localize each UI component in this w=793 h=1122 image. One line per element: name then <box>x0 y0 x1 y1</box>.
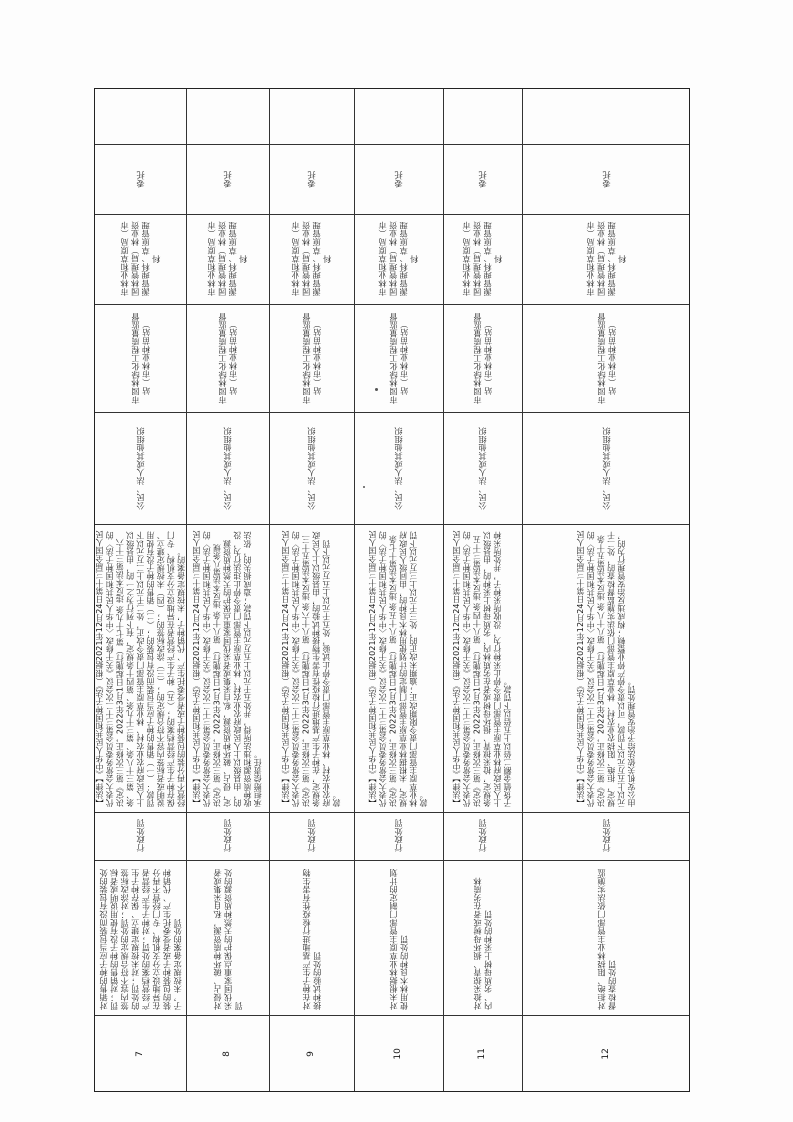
table-cell <box>189 308 266 408</box>
implementing-agency: 市园林绿化工程质量监督站（市林业种苗站） <box>387 312 409 404</box>
table-cell <box>272 816 351 856</box>
table-cell <box>525 528 688 808</box>
table-cell <box>357 308 440 408</box>
table-cell <box>446 218 519 300</box>
row-number: 11 <box>477 1048 488 1060</box>
column-divider <box>95 524 689 525</box>
delegation-mode: 委托 <box>393 170 404 188</box>
item-name: 对侵占、破坏种质资源，私自采集或者采伐国家重点保护的天然种质资源的处罚 <box>211 868 243 1010</box>
responsible-office: 市林业和草原局（市园林管理局）林业资源管理科、草原管理科 <box>461 221 504 297</box>
table-cell <box>98 416 183 520</box>
table-cell <box>446 93 519 140</box>
row-number: 12 <box>601 1048 612 1060</box>
column-divider <box>95 860 689 861</box>
table-cell <box>272 1019 351 1089</box>
row-number: 7 <box>135 1051 146 1057</box>
column-divider <box>95 144 689 145</box>
implementing-agency: 市园林绿化工程质量监督站（市林业种苗站） <box>129 312 151 404</box>
column-divider <box>95 812 689 813</box>
authority-list-table <box>94 88 690 1092</box>
delegation-mode: 委托 <box>601 170 612 188</box>
table-cell <box>525 308 688 408</box>
table-cell <box>357 416 440 520</box>
item-name: 对拒绝、阻挠林业主管部门依法实施监督检查的处罚 <box>595 868 617 1010</box>
table-cell <box>272 864 351 1011</box>
table-cell <box>357 218 440 300</box>
row-number: 8 <box>222 1051 233 1057</box>
item-category: 行政处罚 <box>135 819 146 853</box>
enforcement-object: 公民、法人或其他组织 <box>306 426 317 510</box>
implementing-agency: 市园林绿化工程质量监督站（市林业种苗站） <box>595 312 617 404</box>
table-cell <box>272 93 351 140</box>
responsible-office: 市林业和草原局（市园林管理局）林业资源管理科、草原管理科 <box>206 221 249 297</box>
table-cell <box>189 528 266 808</box>
delegation-mode: 委托 <box>135 170 146 188</box>
item-category: 行政处罚 <box>393 819 404 853</box>
table-cell <box>98 218 183 300</box>
table-cell <box>98 864 183 1011</box>
legal-basis: 【法律】《中华人民共和国种子法》（根据2021年12月24日第十三届全国人民代表大会常务委员会第三十二次会议《关于修改〈中华人民共和国种子法〉的决定》第三次修正，2022年3月1日起施行） 第八十五条 违反本法第十七条规定，未根据林业草原主管部门制定的计划使用林木良种的，由同级人民政府林业草原主管部门责令限期改正；逾期未改正的，处三千元以上三万元以下罚款。 <box>367 530 428 807</box>
legal-basis: 【法律】《中华人民共和国种子法》（根据2021年12月24日第十三届全国人民代表大会常务委员会第三十二次会议《关于修改〈中华人民共和国种子法〉的决定》第三次修正，2022年3月1日起施行） 第八十四条 违反本法第三十五条规定，抢采掠青、损坏母树或者在劣质林内、劣质母树上采种的，由县级以上人民政府林业草原主管部门责令停止采种行为，没收所采种子，并处所采种子货值金额二倍以上五倍以下罚款。 <box>451 530 512 807</box>
row-number: 10 <box>393 1048 404 1060</box>
table-cell <box>98 1019 183 1089</box>
table-cell <box>446 308 519 408</box>
item-name: 对销售的种子应当包装而没有包装的处罚；对销售的种子没有使用说明或者标签内容不符合规定的处罚；对涂改标签的处罚；对未按规定建立、保存种子生产经营档案的处罚；对种子生产经营者在异地设立分支机构、专门经营不再分装的包装种子或者受委托生产、代销种子，未按规定备案的处罚 <box>98 868 183 1010</box>
column-divider <box>95 214 689 215</box>
enforcement-object: 公民、法人或其他组织 <box>477 426 488 510</box>
column-divider <box>95 1015 689 1016</box>
item-category: 行政处罚 <box>222 819 233 853</box>
table-cell <box>446 864 519 1011</box>
table-cell <box>357 816 440 856</box>
enforcement-object: 公民、法人或其他组织 <box>601 426 612 510</box>
row-number: 9 <box>306 1051 317 1057</box>
table-cell <box>189 864 266 1011</box>
table-cell <box>446 1019 519 1089</box>
column-divider <box>95 412 689 413</box>
table-cell <box>98 93 183 140</box>
table-cell <box>357 864 440 1011</box>
table-cell <box>525 218 688 300</box>
table-cell <box>525 816 688 856</box>
implementing-agency: 市园林绿化工程质量监督站（市林业种苗站） <box>471 312 493 404</box>
table-cell <box>446 816 519 856</box>
table-cell <box>189 1019 266 1089</box>
table-cell <box>446 416 519 520</box>
table-cell <box>525 864 688 1011</box>
enforcement-object: 公民、法人或其他组织 <box>393 426 404 510</box>
responsible-office: 市林业和草原局（市园林管理局）林业资源管理科、草原管理科 <box>585 221 628 297</box>
table-cell <box>189 93 266 140</box>
table-cell <box>189 218 266 300</box>
delegation-mode: 委托 <box>477 170 488 188</box>
enforcement-object: 公民、法人或其他组织 <box>135 426 146 510</box>
table-cell <box>357 528 440 808</box>
delegation-mode: 委托 <box>222 170 233 188</box>
legal-basis: 【法律】《中华人民共和国种子法》（根据2021年12月24日第十三届全国人民代表大会常务委员会第三十二次会议《关于修改〈中华人民共和国种子法〉的决定》第三次修正，2022年3月1日起施行） 第八十条 违反本法第八条规定，侵占、破坏种质资源，私自采集或者采伐国家重点保护的天然种质资源的，由县级以上人民政府农业农村、林业草原主管部门责令停止违法行为，没收种质资源和违法所得，并处五千元以上五万元以下罚款；造成损失的，依法承担赔偿责任。 <box>191 530 262 807</box>
table-cell <box>189 416 266 520</box>
item-category: 行政处罚 <box>601 819 612 853</box>
table-cell <box>272 308 351 408</box>
responsible-office: 市林业和草原局（市园林管理局）林业资源管理科、草原管理科 <box>377 221 420 297</box>
item-category: 行政处罚 <box>477 819 488 853</box>
row-divider <box>522 89 523 1091</box>
row-divider <box>443 89 444 1091</box>
table-cell <box>525 148 688 210</box>
responsible-office: 市林业和草原局（市园林管理局）林业资源管理科、草原管理科 <box>290 221 333 297</box>
table-cell <box>94 528 186 808</box>
table-cell <box>272 148 351 210</box>
table-cell <box>189 816 266 856</box>
implementing-agency: 市园林绿化工程质量监督站（市林业种苗站） <box>300 312 322 404</box>
scan-speck <box>363 486 365 488</box>
table-cell <box>98 148 183 210</box>
table-cell <box>525 416 688 520</box>
table-cell <box>525 1019 688 1089</box>
item-name: 对抢采掠青、损坏母树或者在劣质林内、劣质母树上采种的处罚 <box>471 877 493 1010</box>
column-divider <box>95 304 689 305</box>
implementing-agency: 市园林绿化工程质量监督站（市林业种苗站） <box>216 312 238 404</box>
responsible-office: 市林业和草原局（市园林管理局）林业资源管理科、草原管理科 <box>119 221 162 297</box>
enforcement-object: 公民、法人或其他组织 <box>222 426 233 510</box>
item-category: 行政处罚 <box>306 819 317 853</box>
table-cell <box>272 416 351 520</box>
table-cell <box>272 218 351 300</box>
table-cell <box>189 148 266 210</box>
item-name: 对未根据林业草原主管部门制定的计划使用林木良种的处罚 <box>387 868 409 1010</box>
legal-basis: 【法律】《中华人民共和国种子法》（根据2021年12月24日第十三届全国人民代表大会常务委员会第三十二次会议《关于修改〈中华人民共和国种子法〉的决定》第三次修正，2022年3月1日起施行） 第八十六条 违反本法第五十三条规定，在种子生产基地进行检疫性有害生物接种试验的，由县级以上人民政府农业农村、林业草原主管部门责令停止试验，处五千元以上五万元以下罚款。 <box>280 530 341 807</box>
table-cell <box>525 93 688 140</box>
table-cell <box>272 528 351 808</box>
table-cell <box>446 148 519 210</box>
legal-basis: 【法律】《中华人民共和国种子法》（根据2021年12月24日第十三届全国人民代表大会常务委员会第三十二次会议《关于修改〈中华人民共和国种子法〉的决定》第三次修正，2022年3月1日起施行）第七十九条 违反本法第三十六条、第三十八条、第三十九条、第四十条规定，有下列行为之一的，由县级以上人民政府农业农村、林业草原主管部门责令改正，处二千元以上二万元以下罚款：（一）销售的种子应当包装而没有包装的；（二）销售的种子没有使用说明或者标签内容不符合规定的；（三）涂改标签的；（四）未按规定建立、保存种子生产经营档案的；（五）种子生产经营者在异地设立分支机构、专门经营不再分装的包装种子或者受委托生产、代销种子，未按规定备案的。 <box>94 530 186 807</box>
legal-basis: 【法律】《中华人民共和国种子法》（根据2021年12月24日第十三届全国人民代表大会常务委员会第三十二次会议《关于修改〈中华人民共和国种子法〉的决定》第三次修正，2022年3月1日起施行） 第八十八条 违反本法第五十条规定，拒绝、阻挠农业农村、林业草原主管部门依法实施监督检查的，处二千元以上五万元以下罚款，可以责令停产停业整顿；构成违反治安管理行为的，由公安机关依法给予治安管理处罚。 <box>575 530 636 807</box>
table-cell <box>357 1019 440 1089</box>
item-name: 对在种子生产基地进行检疫性有害生物接种试验的处罚 <box>300 868 322 1010</box>
table-cell <box>98 308 183 408</box>
row-divider <box>354 89 355 1091</box>
scan-speck <box>375 388 378 391</box>
table-cell <box>357 148 440 210</box>
table-cell <box>98 816 183 856</box>
delegation-mode: 委托 <box>306 170 317 188</box>
row-divider <box>269 89 270 1091</box>
table-cell <box>357 93 440 140</box>
table-cell <box>446 528 519 808</box>
